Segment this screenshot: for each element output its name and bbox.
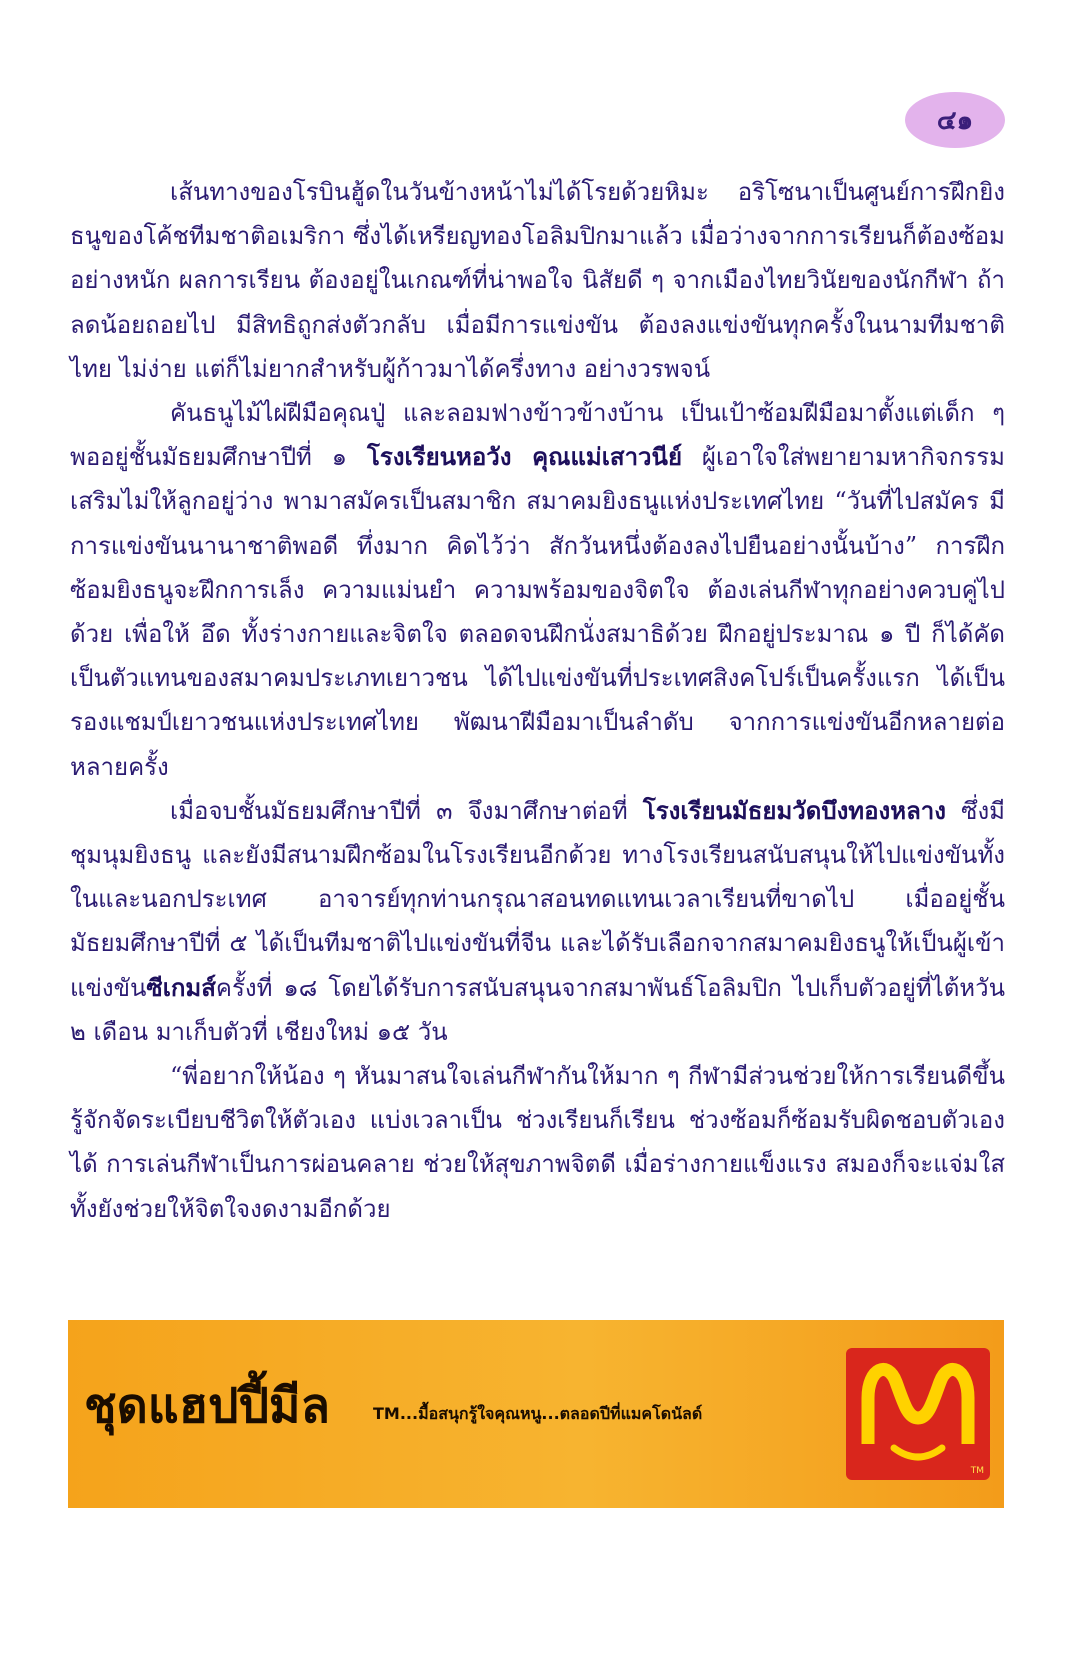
text-run: เส้นทางของโรบินฮู้ดในวันข้างหน้าไม่ได้โรยด้วยหิมะ อริโซนาเป็นศูนย์การฝึกยิงธนูของโค้ชทีมชาติอเมริกา ซึ่งได้เหรียญทองโอลิมปิกมาแล้ว เมื่อว่างจากการเรียนก็ต้องซ้อมอย่างหนัก ผลการเรียน ต้องอยู่ในเกณฑ์ที่น่าพอใจ นิสัยดี ๆ จากเมืองไทยวินัยของนักกีฬา ถ้าลดน้อยถอยไป มีสิทธิถูกส่งตัวกลับ เมื่อมีการแข่งขัน ต้องลงแข่งขันทุกครั้งในนามทีมชาติไทย ไม่ง่าย แต่ก็ไม่ยากสำหรับผู้ก้าวมาได้ครึ่งทาง อย่างวรพจน์ xyxy=(70,178,1005,383)
page-number: ๔๑ xyxy=(936,105,974,136)
paragraph xyxy=(70,789,1005,1054)
smile-icon xyxy=(894,1448,942,1457)
text-run: ซึ่งมีชุมนุมยิงธนู และยังมีสนามฝึกซ้อมในโรงเรียนอีกด้วย ทางโรงเรียนสนับสนุนให้ไปแข่งขันทั้งในและนอกประเทศ อาจารย์ทุกท่านกรุณาสอนทดแทนเวลาเรียนที่ขาดไป เมื่ออยู่ชั้นมัธยมศึกษาปีที่ ๕ ได้เป็นทีมชาติไปแข่งขันที่จีน และได้รับเลือกจากสมาคมยิงธนูให้เป็นผู้เข้าแข่งขัน xyxy=(70,796,1005,1002)
bold-text: ซีเกมส์ xyxy=(146,972,216,1002)
text-run: คันธนูไม้ไผ่ฝีมือคุณปู่ และลอมฟางข้าวข้างบ้าน เป็นเป้าซ้อมฝีมือมาตั้งแต่เด็ก ๆ พออยู่ชั้นมัธยมศึกษาปีที่ ๑ xyxy=(70,399,1005,472)
text-run: “พี่อยากให้น้อง ๆ หันมาสนใจเล่นกีฬากันให้มาก ๆ กีฬามีส่วนช่วยให้การเรียนดีขึ้น รู้จักจัดระเบียบชีวิตให้ตัวเอง แบ่งเวลาเป็น ช่วงเรียนก็เรียน ช่วงซ้อมก็ซ้อมรับผิดชอบตัวเองได้ การเล่นกีฬาเป็นการผ่อนคลาย ช่วยให้สุขภาพจิตดี เมื่อร่างกายแข็งแรง สมองก็จะแจ่มใส ทั้งยังช่วยให้จิตใจงดงามอีกด้วย xyxy=(70,1062,1005,1223)
text-run: เมื่อจบชั้นมัธยมศึกษาปีที่ ๓ จึงมาศึกษาต่อที่ xyxy=(170,796,643,825)
mcdonalds-logo xyxy=(846,1348,990,1480)
bold-text: โรงเรียนหอวัง คุณแม่เสาวนีย์ xyxy=(366,442,682,472)
text-run: ครั้งที่ ๑๘ โดยได้รับการสนับสนุนจากสมาพันธ์โอลิมปิก ไปเก็บตัวอยู่ที่ไต้หวัน ๒ เดือน มาเก็บตัวที่ เชียงใหม่ ๑๕ วัน xyxy=(70,973,1005,1046)
ad-tagline: TM...มื้อสนุกรู้ใจคุณหนู...ตลอดปีที่แมคโดนัลด์ xyxy=(373,1404,703,1423)
mcdonalds-ad-banner xyxy=(68,1320,1004,1508)
article-body xyxy=(70,170,1005,1231)
ad-title: ชุดแฮปปี้มีล xyxy=(84,1378,330,1434)
logo-tm-mark: TM xyxy=(970,1466,984,1476)
bold-text: โรงเรียนมัธยมวัดบึงทองหลาง xyxy=(642,795,946,825)
page-number-badge xyxy=(905,92,1005,148)
paragraph xyxy=(70,1054,1005,1231)
text-run: ผู้เอาใจใส่พยายามหากิจกรรมเสริมไม่ให้ลูกอยู่ว่าง พามาสมัครเป็นสมาชิก สมาคมยิงธนูแห่งประเทศไทย “วันที่ไปสมัคร มีการแข่งขันนานาชาติพอดี ทึ่งมาก คิดไว้ว่า สักวันหนึ่งต้องลงไปยืนอย่างนั้นบ้าง” การฝึกซ้อมยิงธนูจะฝึกการเล็ง ความแม่นยำ ความพร้อมของจิตใจ ต้องเล่นกีฬาทุกอย่างควบคู่ไปด้วย เพื่อให้ อึด ทั้งร่างกายและจิตใจ ตลอดจนฝึกนั่งสมาธิด้วย ฝึกอยู่ประมาณ ๑ ปี ก็ได้คัดเป็นตัวแทนของสมาคมประเภทเยาวชน ได้ไปแข่งขันที่ประเทศสิงคโปร์เป็นครั้งแรก ได้เป็นรองแชมป์เยาวชนแห่งประเทศไทย พัฒนาฝีมือมาเป็นลำดับ จากการแข่งขันอีกหลายต่อหลายครั้ง xyxy=(70,443,1005,781)
paragraph xyxy=(70,391,1005,789)
paragraph xyxy=(70,170,1005,391)
golden-arches-icon xyxy=(846,1348,990,1480)
